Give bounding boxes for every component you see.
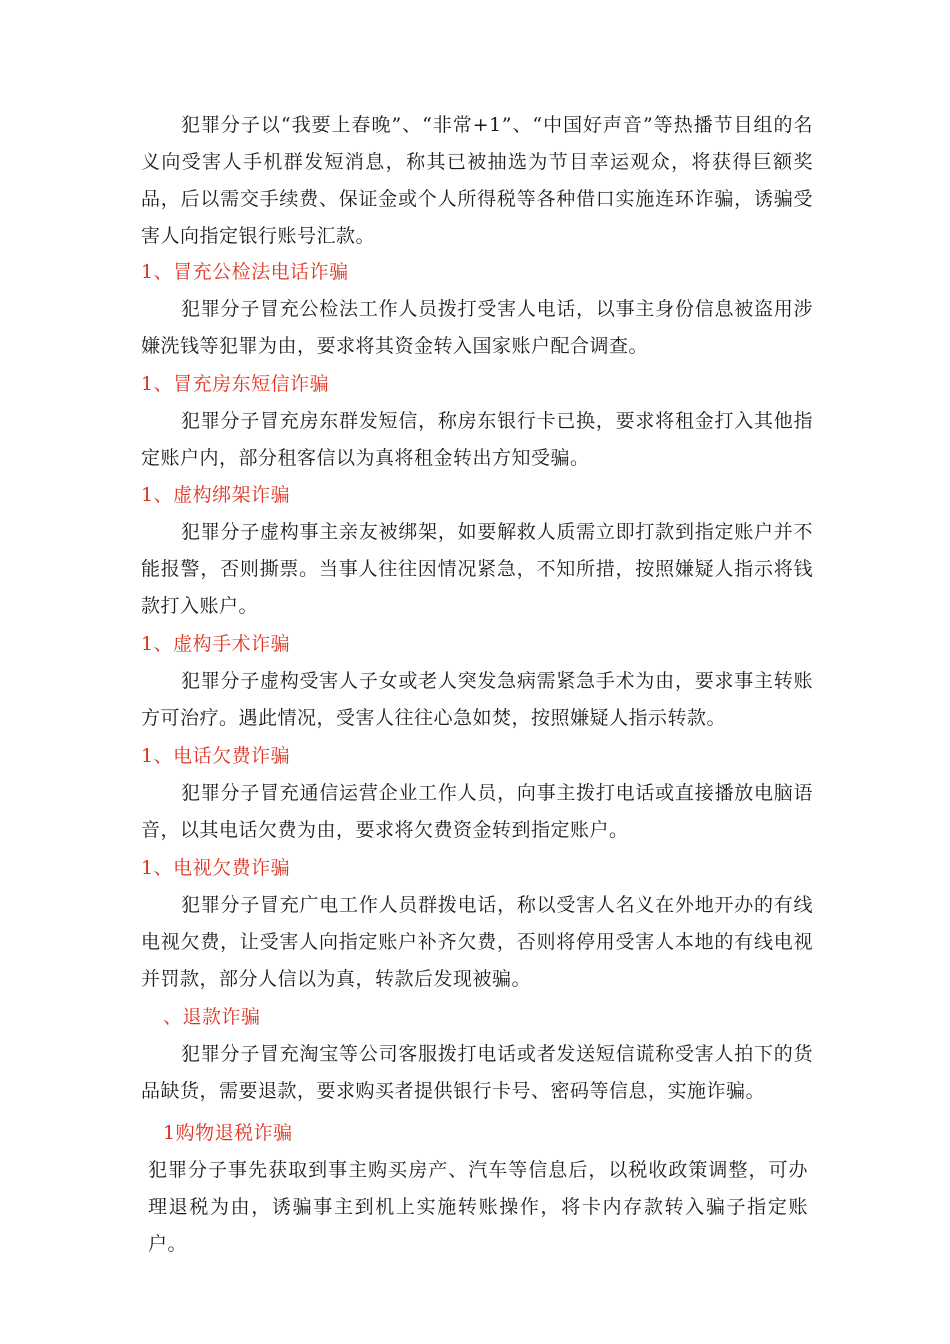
section-body-tv-arrears: 犯罪分子冒充广电工作人员群拨电话，称以受害人名义在外地开办的有线电视欠费，让受害人向指定账户补齐欠费，否则将停用受害人本地的有线电视并罚款，部分人信以为真，转款后发现被骗。 [141, 894, 813, 990]
section-heading-shopping-tax-refund: 1购物退税诈骗 [163, 1122, 293, 1144]
section-body-fake-kidnapping: 犯罪分子虚构事主亲友被绑架，如要解救人质需立即打款到指定账户并不能报警，否则撕票。当事人往往因情况紧急，不知所措，按照嫌疑人指示将钱款打入账户。 [141, 521, 813, 617]
section-heading-fake-surgery: 1、虚构手术诈骗 [141, 633, 291, 655]
section-body-refund: 犯罪分子冒充淘宝等公司客服拨打电话或者发送短信谎称受害人拍下的货品缺货，需要退款，要求购买者提供银行卡号、密码等信息，实施诈骗。 [141, 1043, 813, 1102]
section-heading-phone-arrears: 1、电话欠费诈骗 [141, 745, 291, 767]
section-heading-refund: 、退款诈骗 [163, 1006, 261, 1028]
section-body-phone-arrears: 犯罪分子冒充通信运营企业工作人员，向事主拨打电话或直接播放电脑语音，以其电话欠费为由，要求将欠费资金转到指定账户。 [141, 782, 813, 841]
section-heading-police-impersonation: 1、冒充公检法电话诈骗 [141, 261, 349, 283]
section-heading-landlord-sms: 1、冒充房东短信诈骗 [141, 373, 330, 395]
section-body-fake-surgery: 犯罪分子虚构受害人子女或老人突发急病需紧急手术为由，要求事主转账方可治疗。遇此情况，受害人往往心急如焚，按照嫌疑人指示转款。 [141, 670, 813, 729]
section-heading-fake-kidnapping: 1、虚构绑架诈骗 [141, 484, 291, 506]
intro-paragraph: 犯罪分子以“我要上春晚”、“非常+1”、“中国好声音”等热播节目组的名义向受害人手机群发短消息，称其已被抽选为节目幸运观众，将获得巨额奖品，后以需交手续费、保证金或个人所得税等各种借口实施连环诈骗，诱骗受害人向指定银行账号汇款。 [141, 114, 813, 247]
section-heading-tv-arrears: 1、电视欠费诈骗 [141, 857, 291, 879]
section-body-police-impersonation: 犯罪分子冒充公检法工作人员拨打受害人电话，以事主身份信息被盗用涉嫌洗钱等犯罪为由，要求将其资金转入国家账户配合调查。 [141, 298, 813, 357]
section-body-landlord-sms: 犯罪分子冒充房东群发短信，称房东银行卡已换，要求将租金打入其他指定账户内，部分租客信以为真将租金转出方知受骗。 [141, 410, 813, 469]
section-body-shopping-tax-refund: 犯罪分子事先获取到事主购买房产、汽车等信息后，以税收政策调整，可办理退税为由，诱骗事主到机上实施转账操作，将卡内存款转入骗子指定账户。 [148, 1159, 808, 1255]
